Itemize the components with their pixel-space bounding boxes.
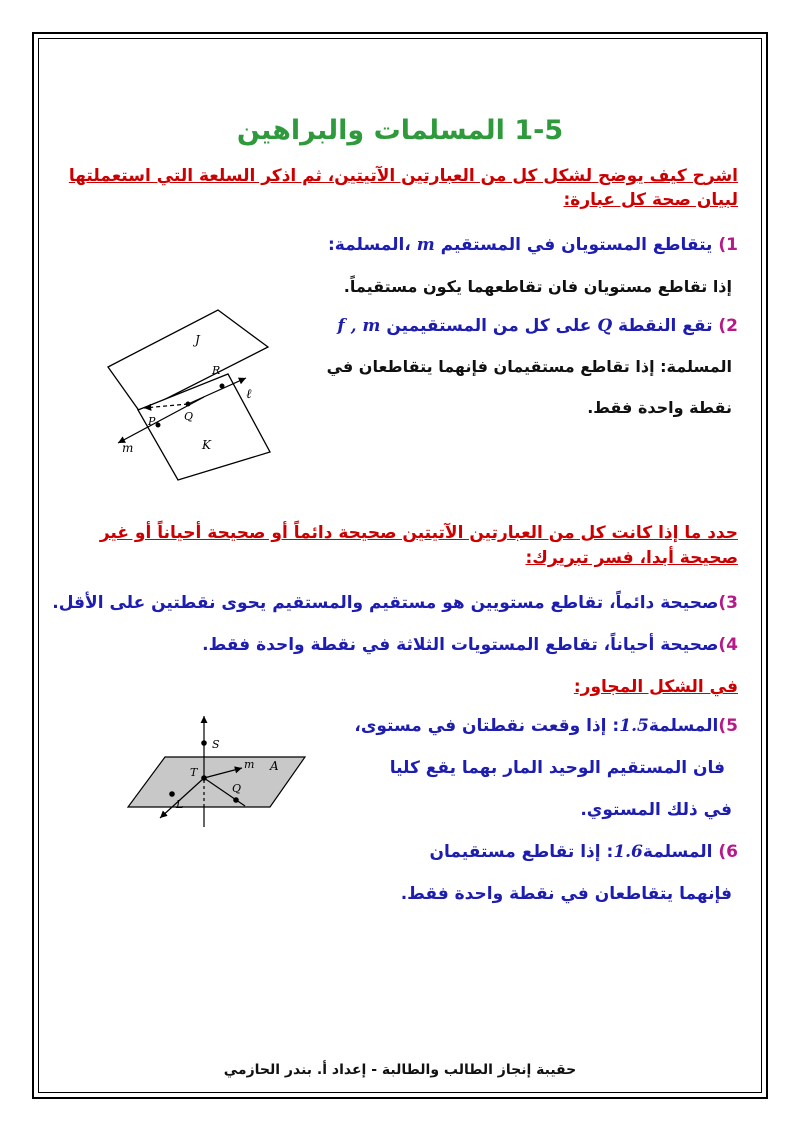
question-text: ،المسلمة: (328, 235, 411, 255)
plane-points-diagram (120, 712, 310, 837)
question-text: يتقاطع المستويان في المستقيم (440, 235, 713, 255)
question-2 (337, 316, 738, 336)
answer-1: إذا تقاطع مستويان فان تقاطعهما يكون مستقيماً. (343, 277, 732, 296)
question-number: 5) (718, 716, 738, 736)
question-text: تقع النقطة (618, 316, 713, 336)
label-point-q: Q (184, 410, 194, 423)
instruction-1-line1: اشرح كيف يوضح لشكل كل من العبارتين الآتيتين، ثم اذكر السلعة التي استعملتها (68, 166, 738, 186)
question-6-line2: فإنهما يتقاطعان في نقطة واحدة فقط. (400, 884, 732, 904)
answer-2-line2: نقطة واحدة فقط. (587, 398, 732, 417)
point-t (201, 775, 207, 781)
label-line-l: ℓ (246, 387, 252, 402)
point-l (169, 791, 175, 797)
question-text: : إذا وقعت نقطتان في مستوى، (354, 716, 620, 736)
label-line-m: m (244, 758, 255, 771)
variable: m (416, 235, 435, 255)
point-q (186, 402, 191, 407)
question-number: 4) (718, 635, 738, 655)
point-r (220, 384, 225, 389)
instruction-2-line1: حدد ما إذا كانت كل من العبارتين الآتيتين صحيحة دائماً أو صحيحة أحياناً أو غير (99, 523, 738, 543)
page-footer: حقيبة إنجاز الطالب والطالبة - إعداد أ. بندر الحازمي (223, 1062, 577, 1078)
question-text: على كل من المستقيمين (386, 316, 592, 336)
question-5-line2: فان المستقيم الوحيد المار بهما يقع كليا (389, 758, 725, 778)
label-plane-a: A (270, 759, 279, 773)
label-line-m: m (122, 441, 134, 455)
label-plane-k: K (202, 438, 211, 452)
label-plane-j: J (195, 333, 200, 347)
answer-2-line1: المسلمة: إذا تقاطع مستقيمان فإنهما يتقاطعان في (326, 357, 732, 376)
point-s (201, 740, 207, 746)
label-point-q: Q (232, 782, 242, 795)
label-point-l: L (176, 798, 184, 811)
label-point-t: T (190, 766, 198, 779)
point-q (233, 797, 239, 803)
question-4 (202, 635, 738, 655)
question-5-line3: في ذلك المستوي. (580, 800, 732, 820)
question-text: المسلمة (642, 842, 713, 862)
question-1 (328, 235, 738, 255)
point-p (156, 423, 161, 428)
question-text: صحيحة دائماً، تقاطع مستويين هو مستقيم والمستقيم يحوى نقطتين على الأقل. (52, 593, 719, 613)
question-number: 2) (718, 316, 738, 336)
label-point-r: R (212, 364, 221, 377)
question-6 (430, 842, 738, 862)
question-text: : إذا تقاطع مستقيمان (429, 842, 614, 862)
question-text: صحيحة أحياناً، تقاطع المستويات الثلاثة في نقطة واحدة فقط. (202, 635, 719, 655)
variable: Q (597, 316, 613, 336)
question-5 (354, 716, 738, 736)
question-number: 1) (718, 235, 738, 255)
question-number: 3) (718, 593, 738, 613)
section-3-heading: في الشكل المجاور: (573, 677, 738, 697)
question-text: المسلمة (648, 716, 719, 736)
question-number: 6) (718, 842, 738, 862)
variable: 1.6 (613, 842, 643, 862)
intersecting-planes-diagram (100, 302, 280, 492)
label-point-p: P (148, 415, 156, 428)
variable: f , m (337, 316, 381, 336)
label-point-s: S (212, 738, 220, 751)
variable: 1.5 (619, 716, 649, 736)
question-3 (52, 593, 738, 613)
instruction-1-line2: لبيان صحة كل عبارة: (563, 190, 738, 210)
instruction-2-line2: صحيحة أبدا، فسر تبريرك: (525, 548, 738, 568)
page-title: 1-5 المسلمات والبراهين (236, 115, 564, 146)
